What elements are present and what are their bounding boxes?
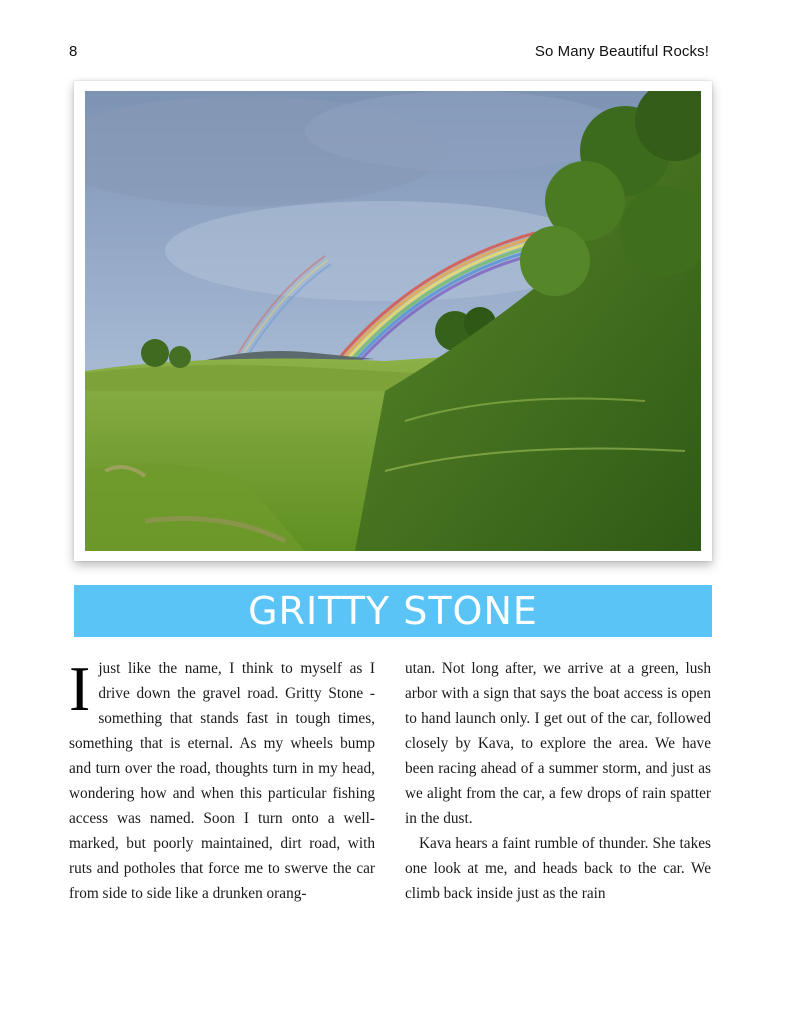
drop-cap: I	[69, 653, 91, 724]
paragraph-1-text: just like the name, I think to myself as I drive down the gravel road. Gritty Stone - something that stands fast in tough times, something that is eternal. As my wheels bump and turn over the road, thoughts turn in my head, wondering how and when this particular fishing access was named. Soon I turn onto a well-marked, but poorly maintained, dirt road, with ruts and potholes that force me to swerve the car from side to side like a drunken orang-	[69, 660, 375, 902]
text-column-left	[69, 653, 375, 906]
running-title: So Many Beautiful Rocks!	[534, 43, 709, 60]
text-column-right	[405, 656, 711, 906]
paragraph-2: Kava hears a faint rumble of thunder. She takes one look at me, and heads back to the car. We climb back inside just as the rain	[405, 835, 711, 902]
article-title: GRITTY STONE	[248, 589, 538, 633]
paragraph-1-continued: utan. Not long after, we arrive at a green, lush arbor with a sign that says the boat access is open to hand launch only. I get out of the car, followed closely by Kava, to explore the area. We have been racing ahead of a summer storm, and just as we alight from the car, a few drops of rain spatter in the dust.	[405, 660, 711, 827]
article-title-band	[74, 585, 712, 637]
rainbow-landscape-image	[85, 91, 701, 551]
page-number: 8	[69, 43, 78, 60]
landscape-photo	[85, 91, 701, 551]
photo-frame	[74, 81, 712, 561]
paragraph-1	[69, 653, 375, 906]
